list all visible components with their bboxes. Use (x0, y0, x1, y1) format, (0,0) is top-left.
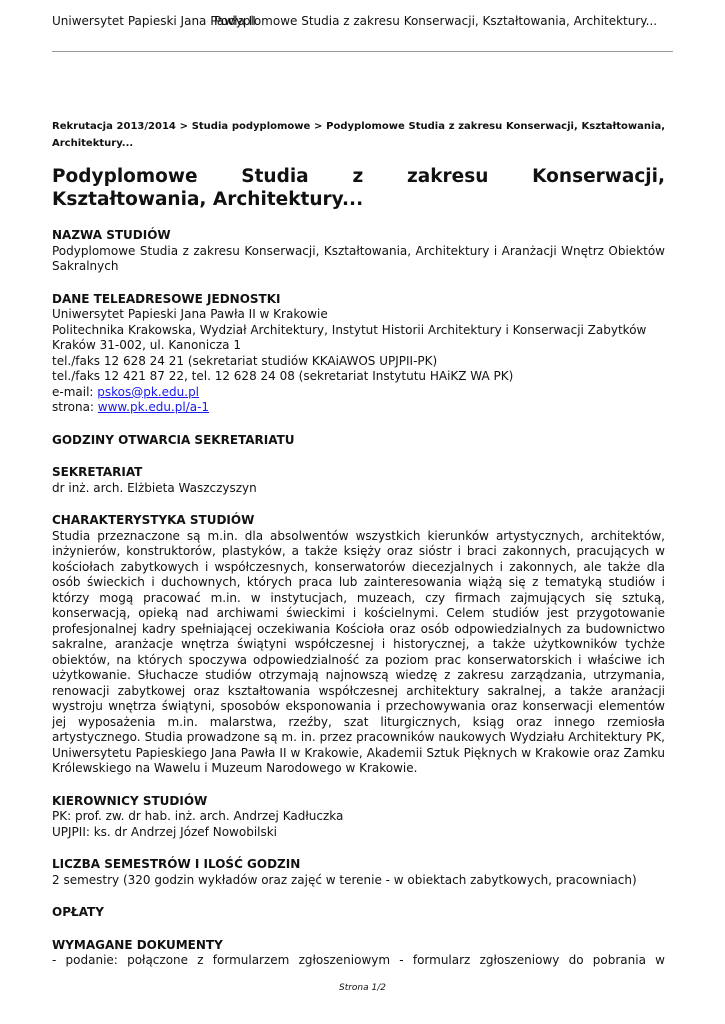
section-heading: OPŁATY (52, 905, 104, 919)
section-heading: GODZINY OTWARCIA SEKRETARIATU (52, 432, 295, 447)
header-document-title: Podyplomowe Studia z zakresu Konserwacji, Kształtowania, Architektury... (214, 14, 658, 28)
section-dokumenty (52, 938, 665, 969)
address-line: Politechnika Krakowska, Wydział Architektury, Instytut Historii Architektury i Konserwacji Zabytków (52, 322, 647, 337)
section-oplaty (52, 905, 665, 921)
email-link[interactable]: pskos@pk.edu.pl (97, 384, 200, 399)
website-label: strona: (52, 400, 98, 414)
documents-text: - podanie: połączone z formularzem zgłoszeniowym - formularz zgłoszeniowy do pobrania w (52, 953, 665, 967)
section-dane (52, 292, 665, 416)
director-line: PK: prof. zw. dr hab. inż. arch. Andrzej Kadłuczka (52, 809, 344, 823)
phone-line: tel./faks 12 628 24 21 (sekretariat studiów KKAiAWOS UPJPII-PK) (52, 353, 438, 368)
section-godziny (52, 433, 665, 449)
phone-line: tel./faks 12 421 87 22, tel. 12 628 24 08 (sekretariat Instytutu HAiKZ WA PK) (52, 369, 514, 383)
section-charakterystyka (52, 513, 665, 777)
website-link[interactable]: www.pk.edu.pl/a-1 (97, 400, 210, 414)
header-divider (52, 51, 673, 52)
website-line (52, 400, 665, 416)
section-heading: LICZBA SEMESTRÓW I ILOŚĆ GODZIN (52, 857, 301, 871)
study-name: Podyplomowe Studia z zakresu Konserwacji, Kształtowania, Architektury i Aranżacji Wnętrz Obiektów Sakralnych (52, 243, 665, 273)
section-heading: KIEROWNICY STUDIÓW (52, 793, 208, 808)
page-header (52, 14, 672, 34)
page-title: Podyplomowe Studia z zakresu Konserwacji, Kształtowania, Architektury... (52, 166, 665, 210)
section-heading: DANE TELEADRESOWE JEDNOSTKI (52, 291, 281, 306)
breadcrumb: Rekrutacja 2013/2014 > Studia podyplomowe > Podyplomowe Studia z zakresu Konserwacji, Kształtowania, Architektury... (52, 121, 665, 149)
section-heading: CHARAKTERYSTYKA STUDIÓW (52, 513, 255, 527)
section-heading: SEKRETARIAT (52, 465, 143, 479)
section-nazwa (52, 228, 665, 275)
section-liczba (52, 857, 665, 888)
header-institution: Uniwersytet Papieski Jana Pawła II (52, 14, 256, 28)
email-label: e-mail: (52, 384, 98, 399)
document-body (52, 118, 665, 969)
section-kierownicy (52, 794, 665, 841)
director-line: UPJPII: ks. dr Andrzej Józef Nowobilski (52, 824, 278, 839)
page-number: Strona 1/2 (338, 983, 386, 993)
section-heading: NAZWA STUDIÓW (52, 228, 171, 242)
secretary-name: dr inż. arch. Elżbieta Waszczyszyn (52, 480, 257, 495)
section-sekretariat (52, 465, 665, 496)
study-description: Studia przeznaczone są m.in. dla absolwentów wszystkich kierunków artystycznych, architektów, inżynierów, konstruktorów, plastyków, a także księży oraz sióstr i braci zakonnych, pracujących w kościołach zabytkowych i współczesnych, konserwatorów diecezjalnych i zakonnych, ale także dla osób świeckich i duchownych, których praca lub zainteresowania wiążą się z tematyką studiów i którzy mogą pracować m.in. w instytucjach, muzeach, czy firmach zajmujących się sztuką, konserwacją, opieką nad archiwami świeckimi i kościelnymi. Celem studiów jest przygotowanie profesjonalnej kadry spełniającej oczekiwania Kościoła oraz osób odpowiedzialnych za budownictwo sakralne, aranżacje wnętrza świątyni współczesnej i historycznej, a także użytkowników tychże obiektów, na których spoczywa odpowiedzialność za poziom prac konserwatorskich i właściwe ich użytkowanie. Słuchacze studiów otrzymają najnowszą wiedzę z zakresu zarządzania, utrzymania, renowacji zabytkowej oraz kształtowania współczesnej architektury sakralnej, a także aranżacji wystroju wnętrza świątyni, sposobów eksponowania i przechowywania oraz konserwacji elementów jej wyposażenia m.in. malarstwa, rzeźby, szat liturgicznych, ksiąg oraz innego rzemiosła artystycznego. Studia prowadzone są m. in. przez pracowników naukowych Wydziału Architektury PK, Uniwersytetu Papieskiego Jana Pawła II w Krakowie, Akademii Sztuk Pięknych w Krakowie oraz Zamku Królewskiego na Wawelu i Muzeum Narodowego w Krakowie. (52, 528, 665, 775)
section-heading: WYMAGANE DOKUMENTY (52, 937, 223, 952)
semesters-text: 2 semestry (320 godzin wykładów oraz zajęć w terenie - w obiektach zabytkowych, pracowniach) (52, 872, 637, 887)
address-line: Kraków 31-002, ul. Kanonicza 1 (52, 338, 241, 352)
address-line: Uniwersytet Papieski Jana Pawła II w Krakowie (52, 307, 328, 321)
email-line (52, 385, 665, 401)
